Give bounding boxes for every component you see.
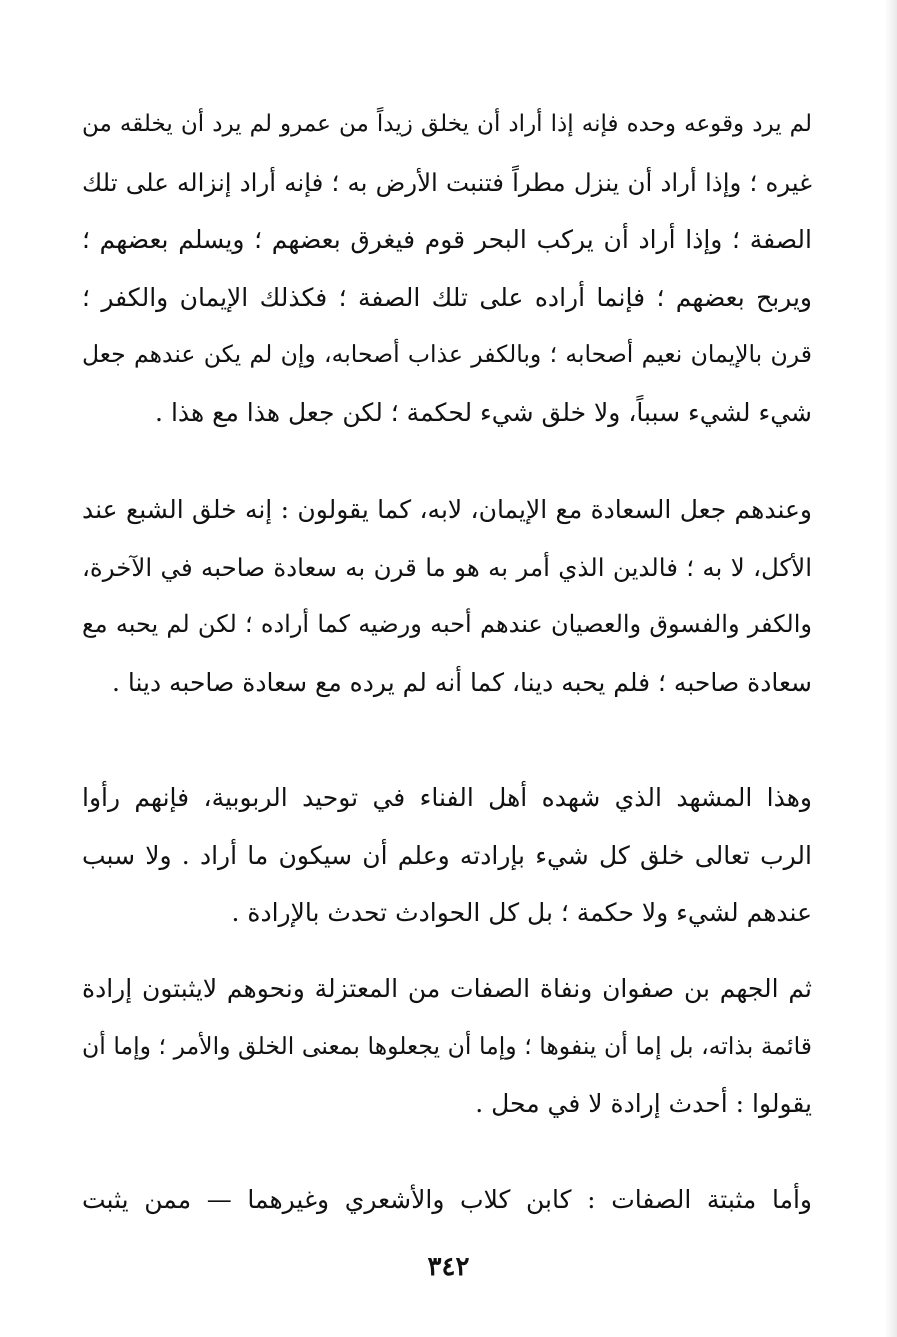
text-line: وأما مثبتة الصفات : كابن كلاب والأشعري وغيرهما — ممن يثبت bbox=[82, 1185, 812, 1214]
page-edge-shadow bbox=[885, 0, 897, 1337]
text-line: الصفة ؛ وإذا أراد أن يركب البحر قوم فيغرق بعضهم ؛ ويسلم بعضهم ؛ bbox=[82, 225, 812, 254]
paragraph-1 bbox=[82, 96, 812, 441]
text-line: غيره ؛ وإذا أراد أن ينزل مطراً فتنبت الأرض به ؛ فإنه أراد إنزاله على تلك bbox=[82, 167, 812, 197]
text-line: لم يرد وقوعه وحده فإنه إذا أراد أن يخلق زيداً من عمرو لم يرد أن يخلقه من bbox=[82, 111, 812, 137]
text-line: الأكل، لا به ؛ فالدين الذي أمر به هو ما قرن به سعادة صاحبه في الآخرة، bbox=[82, 552, 812, 582]
text-line: والكفر والفسوق والعصيان عندهم أحبه ورضيه كما أراده ؛ لكن لم يحبه مع bbox=[82, 610, 812, 638]
text-line: سعادة صاحبه ؛ فلم يحبه دينا، كما أنه لم يرده مع سعادة صاحبه دينا . bbox=[111, 667, 812, 697]
text-line: ثم الجهم بن صفوان ونفاة الصفات من المعتزلة ونحوهم لايثبتون إرادة bbox=[82, 974, 812, 1003]
text-line: وعندهم جعل السعادة مع الإيمان، لابه، كما يقولون : إنه خلق الشبع عند bbox=[82, 495, 812, 524]
text-line: قائمة بذاته، بل إما أن ينفوها ؛ وإما أن يجعلوها بمعنى الخلق والأمر ؛ وإما أن bbox=[82, 1031, 812, 1060]
text-line: عندهم لشيء ولا حكمة ؛ بل كل الحوادث تحدث بالإرادة . bbox=[231, 898, 812, 927]
text-line: شيء لشيء سبباً، ولا خلق شيء لحكمة ؛ لكن جعل هذا مع هذا . bbox=[155, 397, 812, 427]
paragraph-3 bbox=[82, 769, 812, 942]
paragraph-5 bbox=[82, 1171, 812, 1229]
text-line: الرب تعالى خلق كل شيء بإرادته وعلم أن سيكون ما أراد . ولا سبب bbox=[82, 840, 812, 870]
text-line: ويربح بعضهم ؛ فإنما أراده على تلك الصفة ؛ فكذلك الإيمان والكفر ؛ bbox=[82, 282, 812, 312]
text-line: وهذا المشهد الذي شهده أهل الفناء في توحيد الربوبية، فإنهم رأوا bbox=[82, 783, 812, 812]
paragraph-4 bbox=[82, 960, 812, 1133]
text-line: يقولوا : أحدث إرادة لا في محل . bbox=[475, 1089, 812, 1118]
text-line: قرن بالإيمان نعيم أصحابه ؛ وبالكفر عذاب أصحابه، وإن لم يكن عندهم جعل bbox=[82, 340, 812, 368]
page-number: ٣٤٢ bbox=[427, 1252, 470, 1282]
paragraph-2 bbox=[82, 481, 812, 711]
